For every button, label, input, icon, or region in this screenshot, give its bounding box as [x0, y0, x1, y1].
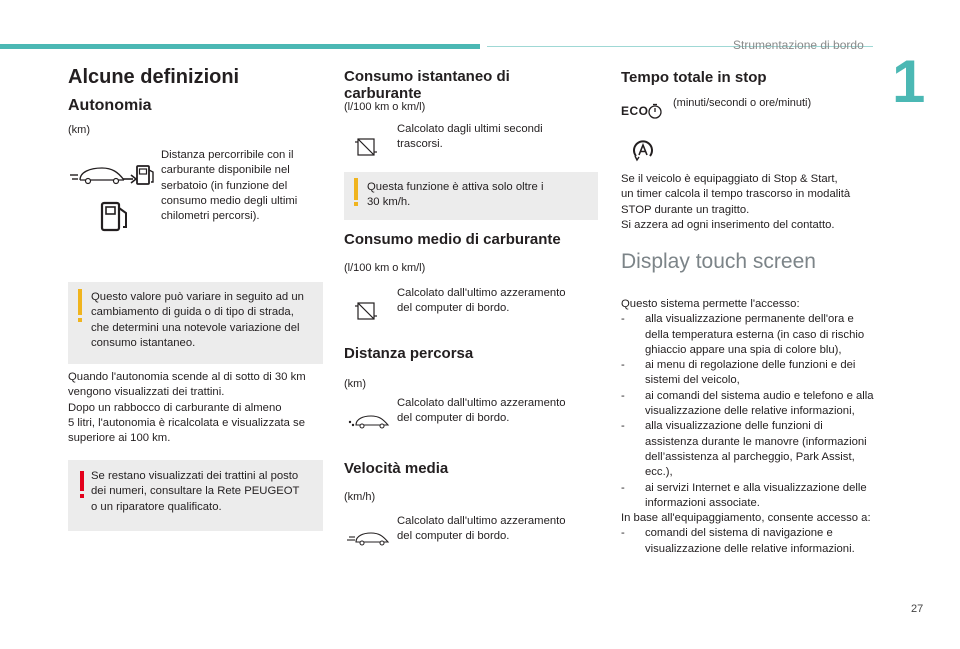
list-item: - ai servizi Internet e alla visualizzazione delle informazioni associate. — [621, 481, 867, 509]
car-distance-icon — [347, 410, 391, 435]
unit-consumo-istantaneo: (l/100 km o km/l) — [344, 101, 426, 113]
display-outro: In base all'equipaggiamento, consente accesso a: — [621, 512, 871, 525]
auto-stop-icon — [630, 137, 656, 168]
autonomia-paragraph: Quando l'autonomia scende al di sotto di 30 km vengono visualizzati dei trattini. Dopo un rabbocco di carburante di almeno 5 litri, l'autonomia è ricalcolata e visualizzata se superiore ai 100 km. — [68, 371, 306, 445]
list-item: - ai menu di regolazione delle funzioni e dei sistemi del veicolo, — [621, 359, 856, 387]
heading-autonomia: Autonomia — [68, 97, 152, 114]
distanza-description: Calcolato dall'ultimo azzeramento del computer di bordo. — [397, 397, 566, 425]
heading-consumo-medio: Consumo medio di carburante — [344, 231, 561, 248]
warning-bar-icon — [80, 471, 84, 491]
info-dot — [354, 202, 358, 206]
fuel-pump-icon — [98, 200, 132, 239]
list-item: - alla visualizzazione delle funzioni di assistenza durante le manovre (informazioni dell’assistenza al parcheggio, Park Assist, ecc.), — [621, 420, 867, 479]
eco-label: ECO — [621, 104, 649, 118]
velocita-description: Calcolato dall'ultimo azzeramento del computer di bordo. — [397, 515, 566, 543]
section-title: Strumentazione di bordo — [733, 38, 864, 52]
tempo-paragraph: Se il veicolo è equipaggiato di Stop & Start, un timer calcola il tempo trascorso in modalità STOP durante un tragitto. Si azzera ad ogni inserimento del contatto. — [621, 173, 851, 231]
unit-tempo: (minuti/secondi o ore/minuti) — [673, 97, 812, 109]
consumo-note-box — [344, 172, 598, 220]
info-note-text: Questo valore può variare in seguito ad un cambiamento di guida o di tipo di strada, che determini una notevole variazione del consumo istantaneo. — [91, 291, 304, 349]
arrow-fuel-icon — [123, 160, 157, 193]
info-bar-icon — [354, 178, 358, 200]
display-list — [621, 297, 881, 557]
display-title: Display touch screen — [621, 250, 816, 273]
heading-velocita: Velocità media — [344, 460, 449, 477]
heading-tempo: Tempo totale in stop — [621, 69, 767, 86]
list-item: - ai comandi del sistema audio e telefono e alla visualizzazione delle relative informazioni, — [621, 389, 874, 418]
chapter-number: 1 — [892, 48, 926, 115]
consumo-note-text: Questa funzione è attiva solo oltre i 30 km/h. — [367, 181, 544, 209]
heading-consumo-istantaneo: Consumo istantaneo di carburante — [344, 68, 510, 102]
info-note-box — [68, 282, 323, 364]
autonomia-description: Distanza percorribile con il carburante disponibile nel serbatoio (in funzione del consumo medio degli ultimi chilometri percorsi). — [161, 149, 298, 223]
info-bar-icon — [78, 289, 82, 315]
fuel-gauge-icon — [355, 136, 377, 163]
list-item: - comandi del sistema di navigazione e visualizzazione delle relative informazioni. — [621, 527, 855, 555]
page-number: 27 — [911, 603, 924, 615]
fuel-gauge-icon — [355, 300, 377, 327]
unit-consumo-medio: (l/100 km o km/l) — [344, 262, 426, 274]
car-speed-icon — [345, 528, 391, 553]
info-dot — [78, 318, 82, 322]
page-title: Alcune definizioni — [68, 66, 240, 88]
warning-note-box — [68, 460, 323, 531]
unit-distanza: (km) — [344, 378, 366, 390]
warning-note-text: Se restano visualizzati dei trattini al posto dei numeri, consultare la Rete PEUGEOT o un riparatore qualificato. — [91, 470, 300, 513]
header-accent-bar — [0, 44, 480, 49]
warning-dot — [80, 494, 84, 498]
display-intro: Questo sistema permette l'accesso: — [621, 298, 800, 310]
unit-autonomia: (km) — [68, 124, 90, 136]
unit-velocita: (km/h) — [344, 491, 376, 503]
list-item: - alla visualizzazione permanente dell'ora e della temperatura esterna (in caso di rischio ghiaccio appare una spia di colore blu), — [621, 313, 865, 356]
consumo-istantaneo-description: Calcolato dagli ultimi secondi trascorsi. — [397, 123, 543, 151]
heading-distanza: Distanza percorsa — [344, 345, 474, 362]
consumo-medio-description: Calcolato dall'ultimo azzeramento del computer di bordo. — [397, 287, 566, 315]
stop-timer-icon — [647, 103, 663, 124]
